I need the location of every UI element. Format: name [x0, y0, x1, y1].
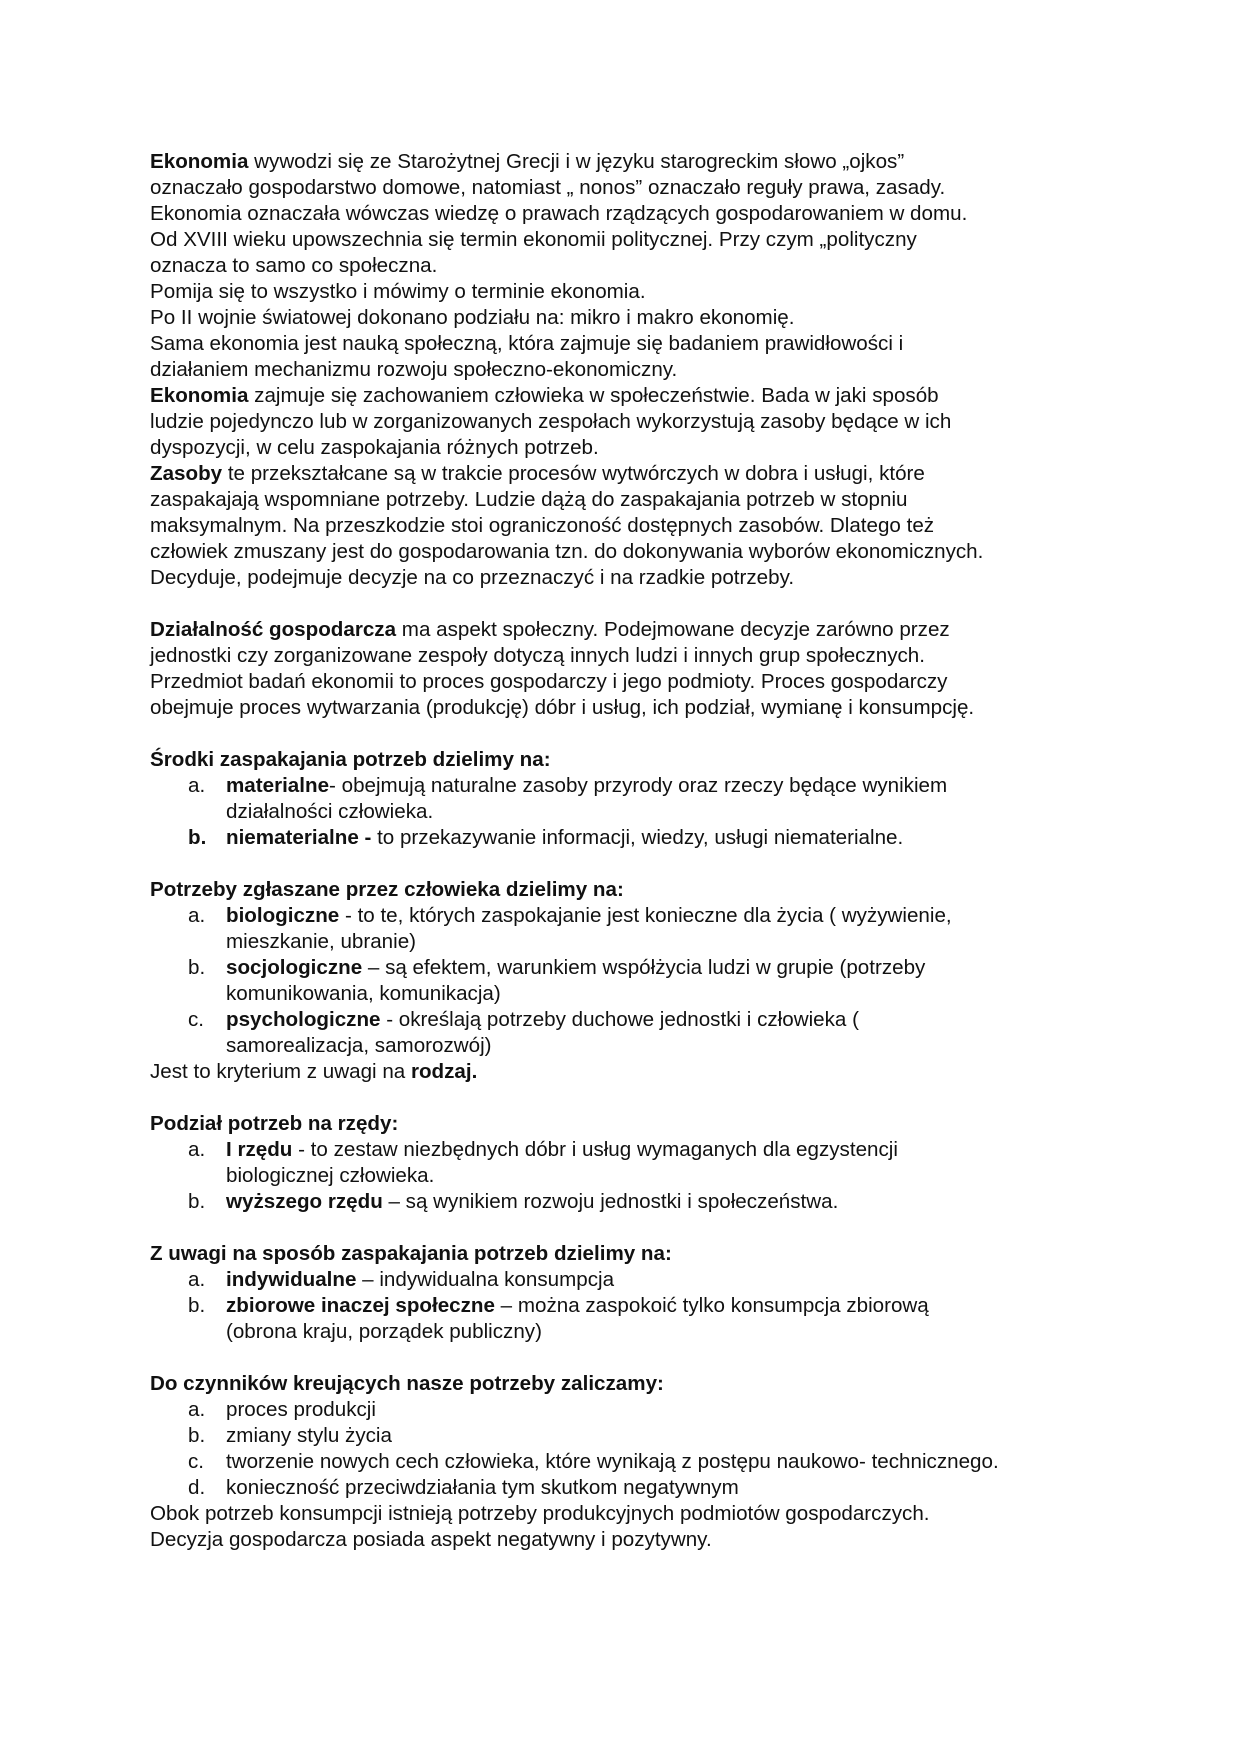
intro-section: [150, 149, 1150, 591]
text-line: człowiek zmuszany jest do gospodarowania tzn. do dokonywania wyborów ekonomicznych.: [150, 540, 984, 563]
section-heading: Podział potrzeb na rzędy:: [150, 1112, 399, 1135]
text-line: Po II wojnie światowej dokonano podziału na: mikro i makro ekonomię.: [150, 306, 795, 329]
text-line: komunikowania, komunikacja): [226, 982, 501, 1005]
list-item: [150, 1475, 1150, 1501]
list-marker: b.: [188, 1294, 206, 1317]
orders-section: [150, 1111, 1150, 1215]
text-line: Pomija się to wszystko i mówimy o terminie ekonomia.: [150, 280, 646, 303]
text-line: psychologiczne - określają potrzeby duchowe jednostki i człowieka (: [226, 1008, 859, 1031]
text-line: działalności człowieka.: [226, 800, 434, 823]
text-line: biologicznej człowieka.: [226, 1164, 435, 1187]
list-item: [150, 1137, 1150, 1189]
text-line: obejmuje proces wytwarzania (produkcję) dóbr i usług, ich podział, wymianę i konsumpcję.: [150, 696, 975, 719]
text-line: Zasoby te przekształcane są w trakcie procesów wytwórczych w dobra i usługi, które: [150, 462, 925, 485]
text-line: wyższego rzędu – są wynikiem rozwoju jednostki i społeczeństwa.: [226, 1190, 839, 1213]
text-line: Ekonomia wywodzi się ze Starożytnej Grecji i w języku starogreckim słowo „ojkos”: [150, 150, 905, 173]
needs-section: [150, 877, 1150, 1085]
text-line: konieczność przeciwdziałania tym skutkom negatywnym: [226, 1476, 739, 1499]
list-item: [150, 1267, 1150, 1293]
list-marker: c.: [188, 1450, 205, 1473]
text-line: maksymalnym. Na przeszkodzie stoi ograniczoność dostępnych zasobów. Dlatego też: [150, 514, 935, 537]
paragraph-gap: [150, 1215, 1150, 1241]
paragraph-gap: [150, 1085, 1150, 1111]
text-line: I rzędu - to zestaw niezbędnych dóbr i usług wymaganych dla egzystencji: [226, 1138, 898, 1161]
text-line: materialne- obejmują naturalne zasoby przyrody oraz rzeczy będące wynikiem: [226, 774, 948, 797]
paragraph-gap: [150, 591, 1150, 617]
text-line: oznaczało gospodarstwo domowe, natomiast „ nonos” oznaczało reguły prawa, zasady.: [150, 176, 946, 199]
text-line: Jest to kryterium z uwagi na rodzaj.: [150, 1060, 478, 1083]
text-line: Od XVIII wieku upowszechnia się termin ekonomii politycznej. Przy czym „polityczny: [150, 228, 917, 251]
text-line: dyspozycji, w celu zaspokajania różnych potrzeb.: [150, 436, 599, 459]
text-line: (obrona kraju, porządek publiczny): [226, 1320, 542, 1343]
list-marker: d.: [188, 1476, 206, 1499]
text-line: zbiorowe inaczej społeczne – można zaspokoić tylko konsumpcja zbiorową: [226, 1294, 929, 1317]
satisfaction-section: [150, 1241, 1150, 1345]
list-marker: a.: [188, 904, 206, 927]
list-item: [150, 1397, 1150, 1423]
activity-section: [150, 617, 1150, 721]
list-item: [150, 955, 1150, 1007]
text-line: socjologiczne – są efektem, warunkiem współżycia ludzi w grupie (potrzeby: [226, 956, 926, 979]
paragraph-gap: [150, 721, 1150, 747]
text-line: Decyzja gospodarcza posiada aspekt negatywny i pozytywny.: [150, 1528, 712, 1551]
list-item: [150, 1293, 1150, 1345]
text-line: Obok potrzeb konsumpcji istnieją potrzeby produkcyjnych podmiotów gospodarczych.: [150, 1502, 930, 1525]
text-line: Działalność gospodarcza ma aspekt społeczny. Podejmowane decyzje zarówno przez: [150, 618, 950, 641]
section-heading: Środki zaspakajania potrzeb dzielimy na:: [150, 748, 551, 771]
text-line: ludzie pojedynczo lub w zorganizowanych zespołach wykorzystują zasoby będące w ich: [150, 410, 952, 433]
text-line: biologiczne - to te, których zaspokajanie jest konieczne dla życia ( wyżywienie,: [226, 904, 952, 927]
text-line: jednostki czy zorganizowane zespoły dotyczą innych ludzi i innych grup społecznych.: [150, 644, 925, 667]
text-line: mieszkanie, ubranie): [226, 930, 417, 953]
text-line: działaniem mechanizmu rozwoju społeczno-ekonomiczny.: [150, 358, 678, 381]
factors-section: [150, 1371, 1150, 1553]
list-item: [150, 773, 1150, 825]
text-line: Ekonomia oznaczała wówczas wiedzę o prawach rządzących gospodarowaniem w domu.: [150, 202, 968, 225]
list-marker: b.: [188, 826, 207, 849]
list-marker: b.: [188, 1190, 206, 1213]
text-line: tworzenie nowych cech człowieka, które wynikają z postępu naukowo- technicznego.: [226, 1450, 999, 1473]
text-line: indywidualne – indywidualna konsumpcja: [226, 1268, 615, 1291]
section-heading: Potrzeby zgłaszane przez człowieka dzielimy na:: [150, 878, 624, 901]
text-line: Decyduje, podejmuje decyzje na co przeznaczyć i na rzadkie potrzeby.: [150, 566, 795, 589]
list-marker: a.: [188, 774, 206, 797]
paragraph-gap: [150, 851, 1150, 877]
text-line: samorealizacja, samorozwój): [226, 1034, 492, 1057]
list-marker: a.: [188, 1138, 206, 1161]
text-line: Sama ekonomia jest nauką społeczną, która zajmuje się badaniem prawidłowości i: [150, 332, 904, 355]
list-item: [150, 1189, 1150, 1215]
list-marker: b.: [188, 1424, 206, 1447]
text-line: niematerialne - to przekazywanie informacji, wiedzy, usługi niematerialne.: [226, 826, 904, 849]
list-marker: a.: [188, 1268, 206, 1291]
section-heading: Z uwagi na sposób zaspakajania potrzeb dzielimy na:: [150, 1242, 672, 1265]
list-item: [150, 903, 1150, 955]
text-line: oznacza to samo co społeczna.: [150, 254, 438, 277]
document-page: [150, 149, 1150, 1553]
text-line: proces produkcji: [226, 1398, 376, 1421]
list-marker: b.: [188, 956, 206, 979]
paragraph-gap: [150, 1345, 1150, 1371]
list-item: [150, 1449, 1150, 1475]
text-line: zaspakajają wspomniane potrzeby. Ludzie dążą do zaspakajania potrzeb w stopniu: [150, 488, 908, 511]
list-item: [150, 1007, 1150, 1059]
list-item: [150, 1423, 1150, 1449]
text-line: Przedmiot badań ekonomii to proces gospodarczy i jego podmioty. Proces gospodarczy: [150, 670, 948, 693]
list-item: [150, 825, 1150, 851]
list-marker: c.: [188, 1008, 205, 1031]
text-line: Ekonomia zajmuje się zachowaniem człowieka w społeczeństwie. Bada w jaki sposób: [150, 384, 939, 407]
section-heading: Do czynników kreujących nasze potrzeby zaliczamy:: [150, 1372, 664, 1395]
text-line: zmiany stylu życia: [226, 1424, 392, 1447]
means-section: [150, 747, 1150, 851]
list-marker: a.: [188, 1398, 206, 1421]
